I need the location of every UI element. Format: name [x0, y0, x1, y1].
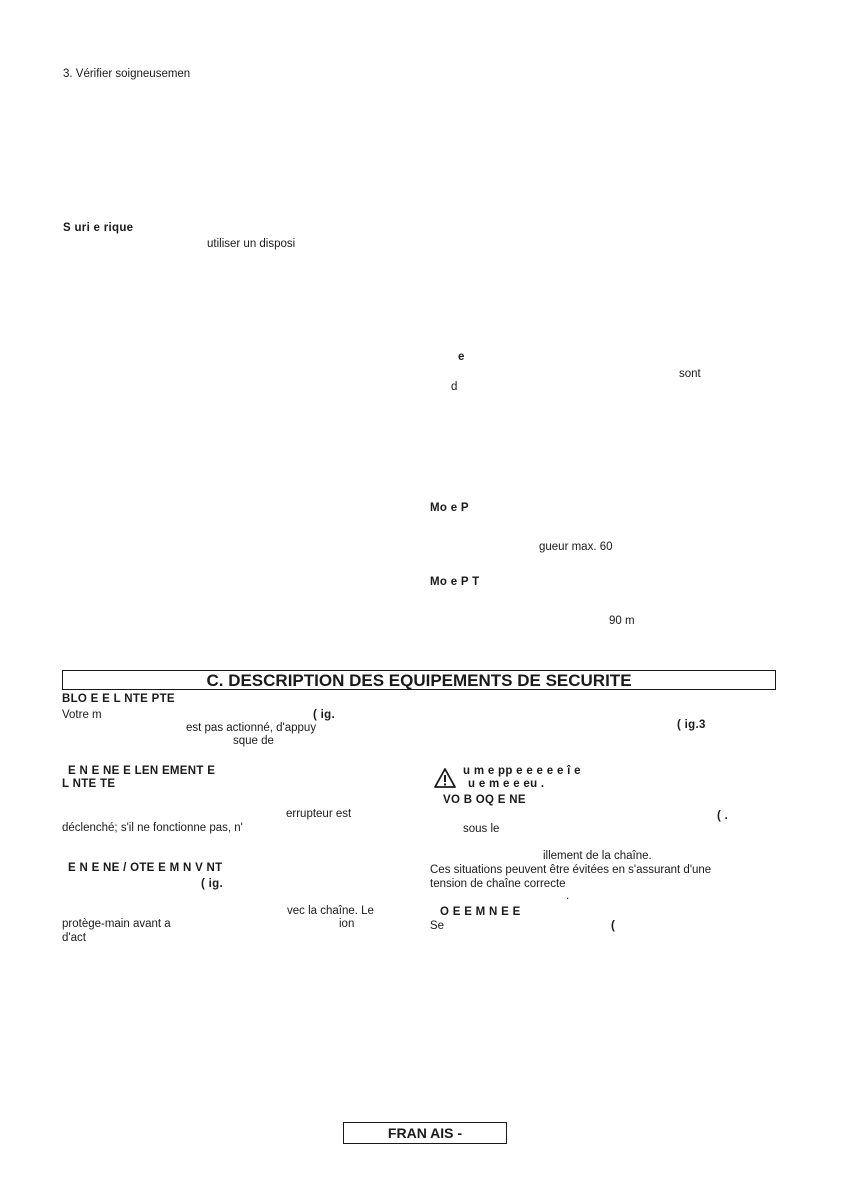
chain-blocking-heading: VO B OQ E NE	[443, 794, 526, 806]
warning-line2: u e m e e eu .	[468, 778, 545, 790]
securite-text: utiliser un disposi	[207, 238, 296, 250]
situations-line1: Ces situations peuvent être évitées en s'assurant d'une	[430, 864, 712, 876]
dot-text: .	[566, 890, 570, 902]
se-paren: (	[611, 920, 616, 932]
protege-line2: protège-main avant a	[62, 918, 171, 930]
section-title: C. DESCRIPTION DES EQUIPEMENTS DE SECURITE	[62, 670, 776, 690]
frein-heading-2: L NTE TE	[62, 778, 116, 790]
paren-ref: ( .	[717, 810, 729, 822]
verify-line: 3. Vérifier soigneusemen	[63, 68, 191, 80]
right-text-sont: sont	[679, 368, 701, 380]
fig3-ref: ( ig.3	[677, 719, 706, 731]
right-heading-o: O E E M N E E	[440, 906, 521, 918]
right-text-d: d	[451, 381, 458, 393]
frein-heading-1: E N E NE E LEN EMENT E	[68, 765, 216, 777]
protege-line3: d'act	[62, 932, 86, 944]
protege-line1: vec la chaîne. Le	[287, 905, 374, 917]
model-length-60: gueur max. 60	[539, 541, 613, 553]
protege-fig: ( ig.	[201, 878, 223, 890]
model-heading-1: Mo e P	[430, 502, 469, 514]
footer-language-label: FRAN AIS -	[343, 1122, 507, 1144]
blocage-line3: sque de	[233, 735, 274, 747]
warning-line1: u m e pp e e e e e î e	[463, 765, 581, 777]
blocage-fig: ( ig.	[313, 709, 335, 721]
warning-triangle-icon	[434, 768, 456, 788]
frein-line1: errupteur est	[286, 808, 352, 820]
se-text: Se	[430, 920, 445, 932]
protege-heading: E N E NE / OTE E M N V NT	[68, 862, 223, 874]
protege-line2-end: ion	[339, 918, 355, 930]
blocage-line2: est pas actionné, d'appuy	[186, 722, 317, 734]
blocage-line1: Votre m	[62, 709, 102, 721]
chain-text: illement de la chaîne.	[543, 850, 652, 862]
right-heading-e: e	[458, 351, 465, 363]
sous-le-text: sous le	[463, 823, 500, 835]
situations-line2: tension de chaîne correcte	[430, 878, 566, 890]
frein-line2: déclenché; s'il ne fonctionne pas, n'	[62, 822, 243, 834]
blocage-heading: BLO E E L NTE PTE	[62, 693, 175, 705]
model-heading-2: Mo e P T	[430, 576, 480, 588]
model-length-90: 90 m	[609, 615, 635, 627]
securite-electrique-heading: S uri e rique	[63, 222, 134, 234]
